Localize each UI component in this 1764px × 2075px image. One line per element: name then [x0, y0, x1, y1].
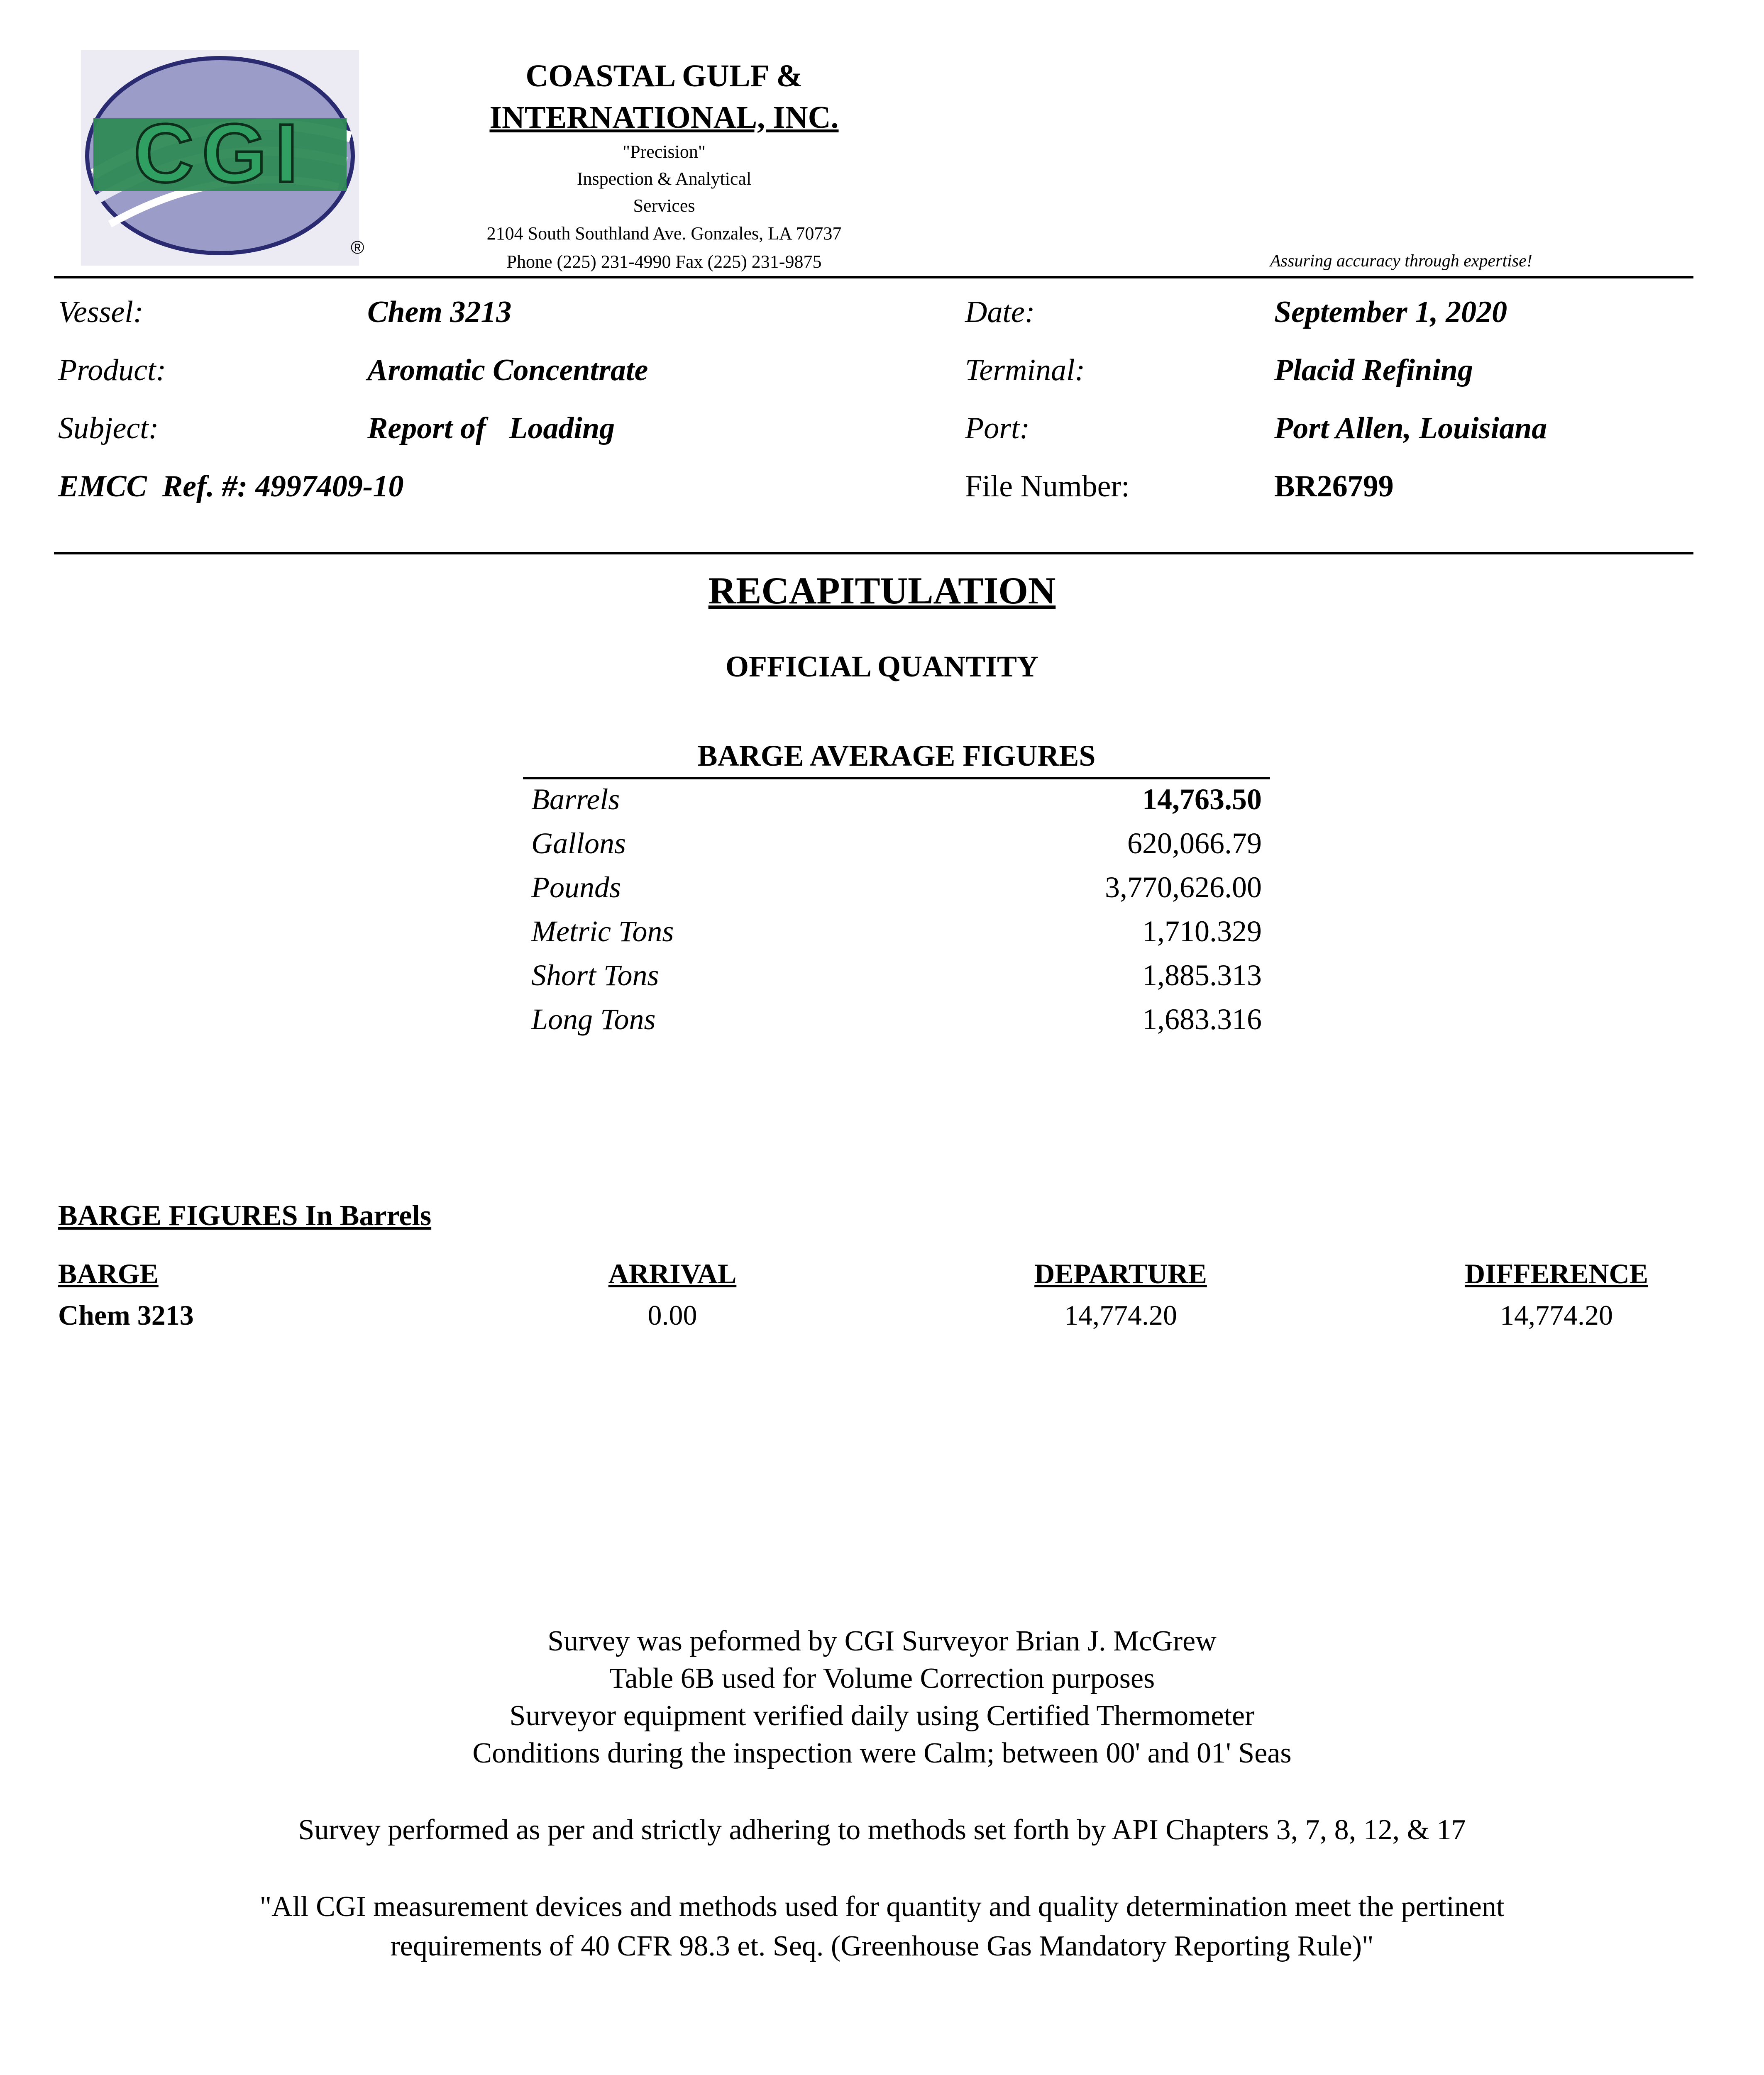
row-label: Pounds [531, 871, 621, 904]
vessel-label: Vessel: [58, 295, 144, 329]
header-divider-top [54, 276, 1693, 278]
date-value: September 1, 2020 [1274, 295, 1507, 329]
table-row [531, 826, 1262, 870]
row-value: 620,066.79 [1127, 827, 1262, 860]
subject-value: Report of Loading [367, 411, 615, 445]
table-row [531, 914, 1262, 958]
recap-title: RECAPITULATION [708, 569, 1056, 612]
company-phone-fax: Phone (225) 231-4990 Fax (225) 231-9875 [506, 251, 822, 272]
logo-text: CGI [134, 107, 306, 200]
table-row [531, 870, 1262, 914]
port-label: Port: [965, 411, 1030, 445]
row-label: Barrels [531, 783, 620, 816]
note-cfr-line2: requirements of 40 CFR 98.3 et. Seq. (Greenhouse Gas Mandatory Reporting Rule)" [390, 1930, 1374, 1962]
subject-label: Subject: [58, 411, 159, 445]
barge-average-rule [523, 777, 1270, 779]
company-address: 2104 South Southland Ave. Gonzales, LA 70737 [486, 223, 842, 244]
port-value: Port Allen, Louisiana [1274, 411, 1547, 445]
row-value: 1,885.313 [1142, 959, 1262, 992]
tagline-line1: "Precision" [623, 142, 706, 162]
company-slogan: Assuring accuracy through expertise! [1270, 251, 1532, 271]
company-logo [81, 50, 359, 266]
row-value: 1,710.329 [1142, 915, 1262, 948]
row-label: Gallons [531, 827, 626, 860]
col-barge: BARGE [58, 1258, 159, 1289]
row-label: Long Tons [531, 1003, 656, 1036]
note-conditions: Conditions during the inspection were Calm; between 00' and 01' Seas [472, 1737, 1292, 1769]
terminal-value: Placid Refining [1274, 353, 1473, 387]
tagline-line3: Services [633, 195, 695, 216]
product-label: Product: [58, 353, 166, 387]
barge-average-table [531, 782, 1262, 1046]
row-value: 1,683.316 [1142, 1003, 1262, 1036]
note-cfr-line1: "All CGI measurement devices and methods used for quantity and quality determination meet the pertinent [259, 1891, 1505, 1923]
date-label: Date: [965, 295, 1035, 329]
col-difference: DIFFERENCE [1464, 1258, 1649, 1289]
row-value: 3,770,626.00 [1105, 871, 1262, 904]
row-label: Short Tons [531, 959, 659, 992]
terminal-label: Terminal: [965, 353, 1085, 387]
table-row [531, 782, 1262, 826]
col-departure: DEPARTURE [1034, 1258, 1207, 1289]
barge-row-departure: 14,774.20 [1064, 1299, 1177, 1331]
col-arrival: ARRIVAL [608, 1258, 737, 1289]
tagline-line2: Inspection & Analytical [577, 168, 752, 189]
note-surveyor: Survey was peformed by CGI Surveyor Brian J. McGrew [547, 1625, 1217, 1657]
note-equipment: Surveyor equipment verified daily using Certified Thermometer [509, 1700, 1255, 1732]
file-number-value: BR26799 [1274, 469, 1394, 503]
barge-average-title: BARGE AVERAGE FIGURES [697, 739, 1096, 772]
emcc-ref: EMCC Ref. #: 4997409-10 [58, 469, 404, 503]
barge-figures-title: BARGE FIGURES In Barrels [58, 1200, 432, 1232]
vessel-value: Chem 3213 [367, 295, 512, 329]
row-value: 14,763.50 [1142, 783, 1262, 816]
note-table: Table 6B used for Volume Correction purposes [609, 1662, 1155, 1694]
company-name-line1: COASTAL GULF & [525, 59, 803, 93]
recap-subtitle: OFFICIAL QUANTITY [725, 650, 1039, 683]
table-row [531, 1002, 1262, 1046]
table-row [531, 958, 1262, 1002]
row-label: Metric Tons [531, 915, 674, 948]
barge-row-arrival: 0.00 [647, 1299, 697, 1331]
company-name-line2: INTERNATIONAL, INC. [489, 100, 839, 135]
file-number-label: File Number: [965, 469, 1130, 503]
barge-row-difference: 14,774.20 [1500, 1299, 1613, 1331]
product-value: Aromatic Concentrate [367, 353, 648, 387]
header-divider-bottom [54, 552, 1693, 554]
barge-row-name: Chem 3213 [58, 1299, 194, 1331]
registered-mark: ® [351, 237, 364, 258]
note-api-methods: Survey performed as per and strictly adhering to methods set forth by API Chapters 3, 7, 8, 12, & 17 [298, 1814, 1466, 1846]
